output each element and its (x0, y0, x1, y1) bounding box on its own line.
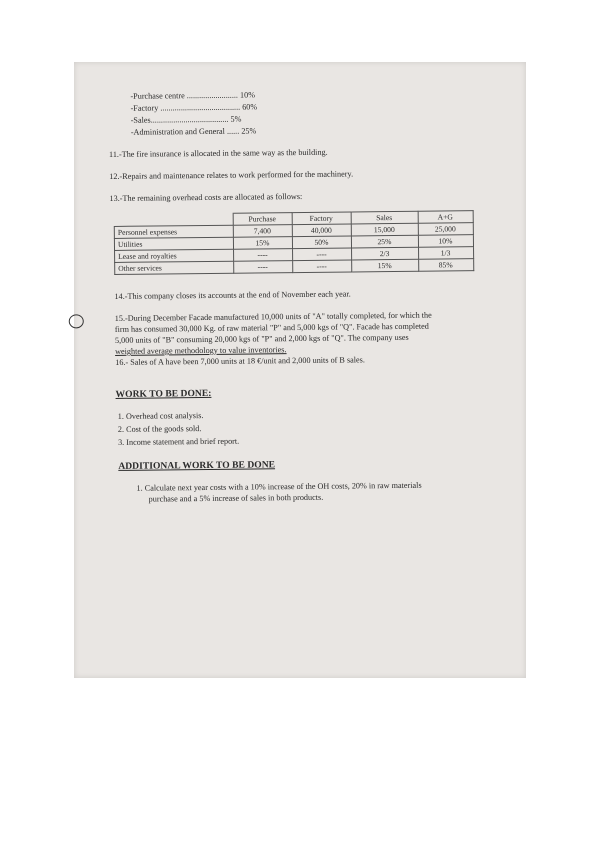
cell-lease-sales: 2/3 (351, 247, 418, 260)
cell-lease-purchase: ---- (233, 249, 292, 262)
row-label-other: Other services (115, 261, 234, 274)
dist-line-purchase: -Purchase centre ......................... 10% (130, 90, 256, 101)
item-11: 11.-The fire insurance is allocated in the same way as the building. (108, 147, 328, 159)
work-title: WORK TO BE DONE: (115, 387, 212, 400)
document-page (74, 62, 526, 678)
item-15-line-1: 15.-During December Facade manufactured 10,000 units of "A" totally completed, for which the (114, 310, 432, 323)
table-header-purchase: Purchase (233, 213, 292, 226)
work-item-1: 1. Overhead cost analysis. (117, 411, 204, 421)
cell-lease-ag: 1/3 (418, 247, 473, 260)
cell-personnel-factory: 40,000 (292, 224, 351, 237)
cell-other-factory: ---- (292, 260, 351, 273)
handwritten-circle-mark (69, 314, 84, 328)
table-header-sales: Sales (351, 211, 418, 224)
work-item-3: 3. Income statement and brief report. (117, 436, 240, 447)
dist-line-admin: -Administration and General ...... 25% (130, 126, 257, 137)
additional-title: ADDITIONAL WORK TO BE DONE (118, 459, 276, 472)
cell-utilities-purchase: 15% (233, 237, 292, 250)
cell-lease-factory: ---- (292, 248, 351, 261)
row-label-personnel: Personnel expenses (114, 225, 233, 238)
cell-utilities-ag: 10% (418, 235, 473, 248)
cell-personnel-ag: 25,000 (418, 223, 473, 236)
cell-personnel-purchase: 7,400 (233, 225, 292, 238)
table-header-ag: A+G (418, 211, 473, 224)
row-label-lease: Lease and royalties (115, 249, 234, 262)
dist-line-sales: -Sales...................................... 5% (130, 114, 242, 125)
work-item-2: 2. Cost of the goods sold. (117, 424, 202, 434)
cell-utilities-factory: 50% (292, 236, 351, 249)
cell-other-ag: 85% (418, 259, 473, 272)
cell-utilities-sales: 25% (351, 235, 418, 248)
additional-line-2: purchase and a 5% increase of sales in both products. (148, 492, 324, 504)
row-label-utilities: Utilities (114, 237, 233, 250)
item-15-line-3: 5,000 units of "B" consuming 20,000 kgs of "P" and 2,000 kgs of "Q". The company uses (114, 332, 409, 345)
table-header-factory: Factory (292, 212, 351, 225)
item-15-line-2: firm has consumed 30,000 Kg. of raw material "P" and 5,000 kgs of "Q". Facade has completed (114, 321, 429, 334)
item-16: 16.- Sales of A have been 7,000 units at 18 €/unit and 2,000 units of B sales. (115, 355, 365, 367)
table-row (115, 259, 474, 275)
cell-other-purchase: ---- (233, 261, 292, 274)
item-14: 14.-This company closes its accounts at the end of November each year. (114, 289, 351, 301)
document-content (72, 60, 530, 681)
cell-personnel-sales: 15,000 (351, 223, 418, 236)
item-12: 12.-Repairs and maintenance relates to work performed for the machinery. (109, 169, 354, 181)
additional-line-1: 1. Calculate next year costs with a 10% increase of the OH costs, 20% in raw materials (136, 480, 422, 493)
cell-other-sales: 15% (351, 259, 418, 272)
overhead-allocation-table (114, 210, 474, 275)
item-15-line-4: weighted average methodology to value inventories. (115, 345, 287, 356)
item-13: 13.-The remaining overhead costs are allocated as follows: (109, 191, 303, 203)
dist-line-factory: -Factory ....................................... 60% (130, 102, 258, 113)
